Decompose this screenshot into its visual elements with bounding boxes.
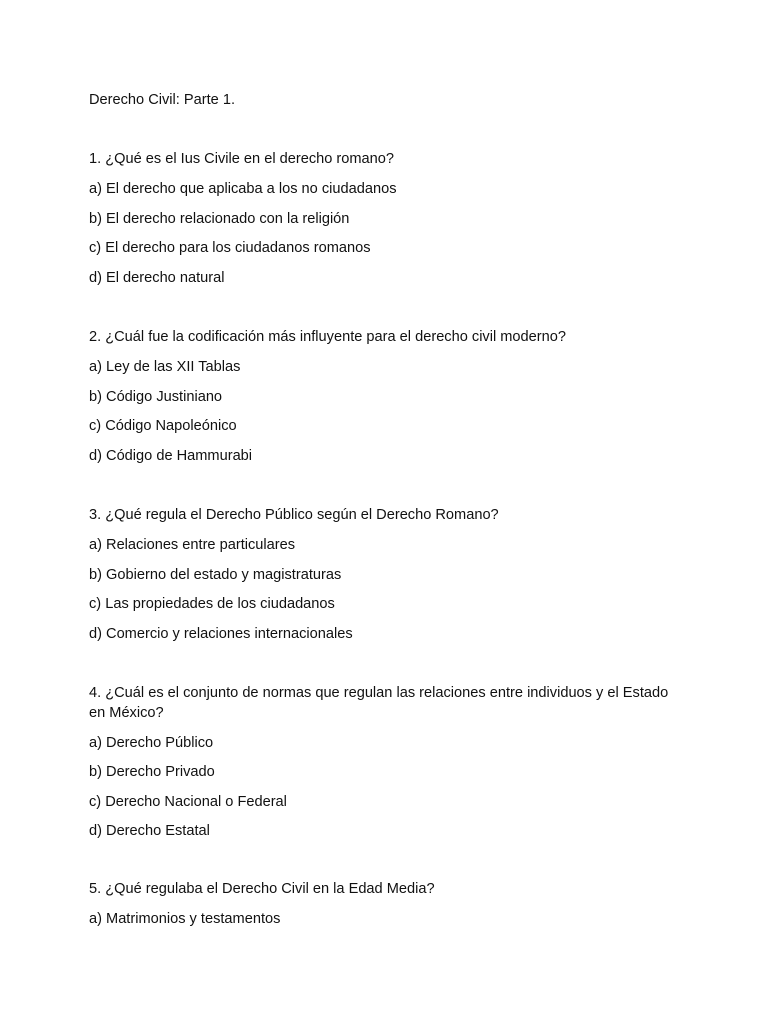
answer-option: d) Comercio y relaciones internacionales [89,625,353,642]
question-text: 5. ¿Qué regulaba el Derecho Civil en la Edad Media? [89,881,435,897]
answer-option: a) El derecho que aplicaba a los no ciudadanos [89,181,397,197]
answer-option: d) El derecho natural [89,269,225,286]
answer-option: d) Código de Hammurabi [89,447,253,464]
answer-option: c) Las propiedades de los ciudadanos [89,596,335,613]
question-text: 4. ¿Cuál es el conjunto de normas que regulan las relaciones entre individuos y el Estado en México? [89,685,669,721]
answer-option: c) Código Napoleónico [89,418,237,435]
question-text: 3. ¿Qué regula el Derecho Público según el Derecho Romano? [89,507,499,523]
answer-option: a) Ley de las XII Tablas [89,359,241,375]
answer-option: b) Derecho Privado [89,764,215,781]
answer-option: c) Derecho Nacional o Federal [89,793,287,810]
document-title: Derecho Civil: Parte 1. [89,92,235,108]
answer-option: b) Código Justiniano [89,388,223,405]
question-5 [89,880,679,940]
question-text: 2. ¿Cuál fue la codificación más influyente para el derecho civil moderno? [89,329,566,345]
answer-option: a) Derecho Público [89,734,214,751]
answer-option: c) El derecho para los ciudadanos romanos [89,240,371,257]
question-text: 1. ¿Qué es el Ius Civile en el derecho romano? [89,151,395,167]
answer-option: b) El derecho relacionado con la religión [89,210,350,227]
answer-option: d) Derecho Estatal [89,823,210,840]
answer-option: a) Relaciones entre particulares [89,537,296,553]
question-1 [89,150,679,298]
answer-option: b) Gobierno del estado y magistraturas [89,566,342,583]
question-3 [89,506,679,654]
question-2 [89,328,679,476]
answer-option: a) Matrimonios y testamentos [89,911,281,927]
question-4 [89,684,679,852]
